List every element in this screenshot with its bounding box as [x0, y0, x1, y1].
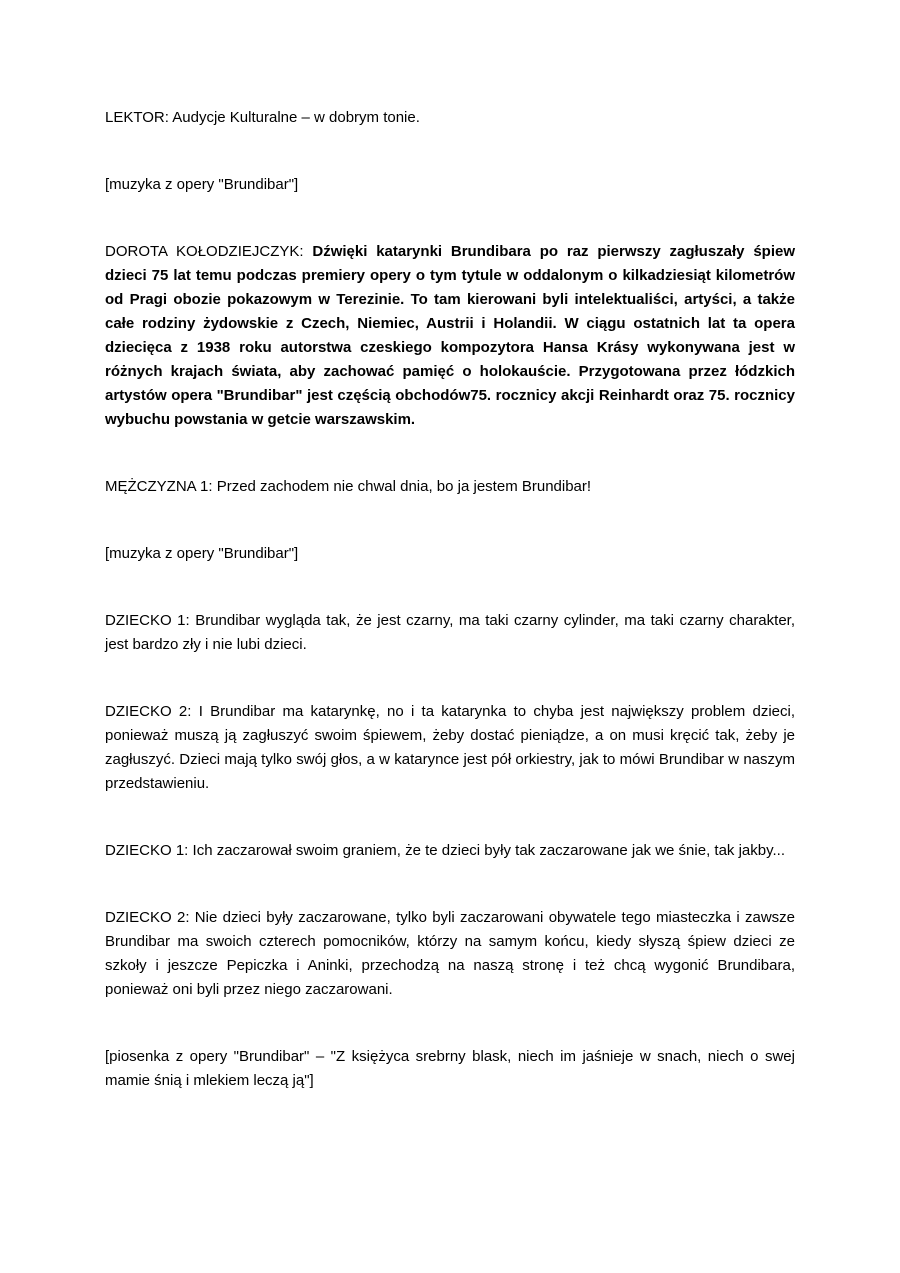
transcript-paragraph-dziecko1	[105, 609, 795, 657]
stage-direction-text: [muzyka z opery "Brundibar"]	[105, 545, 299, 562]
speaker-label: MĘŻCZYZNA 1:	[105, 478, 213, 495]
speaker-label: DZIECKO 1:	[105, 842, 189, 859]
stage-direction-song	[105, 1045, 795, 1093]
stage-direction-music	[105, 542, 795, 566]
transcript-paragraph-dziecko2	[105, 700, 795, 796]
speaker-label: DZIECKO 2:	[105, 703, 192, 720]
dialogue-text: Dźwięki katarynki Brundibara po raz pierwszy zagłuszały śpiew dzieci 75 lat temu podczas premiery opery o tym tytule w oddalonym o kilkadziesiąt kilometrów od Pragi obozie pokazowym w Terezinie. To tam kierowani byli intelektualiści, artyści, a także całe rodziny żydowskie z Czech, Niemiec, Austrii i Holandii. W ciągu ostatnich lat ta opera dziecięca z 1938 roku autorstwa czeskiego kompozytora Hansa Krásy wykonywana jest w różnych krajach świata, aby zachować pamięć o holokauście. Przygotowana przez łódzkich artystów opera "Brundibar" jest częścią obchodów75. rocznicy akcji Reinhardt oraz 75. rocznicy wybuchu powstania w getcie warszawskim.	[105, 243, 796, 428]
dialogue-text: I Brundibar ma katarynkę, no i ta katarynka to chyba jest największy problem dzieci, ponieważ muszą ją zagłuszyć swoim śpiewem, żeby dostać pieniądze, a on musi kręcić tak, żeby je zagłuszyć. Dzieci mają tylko swój głos, a w katarynce jest pół orkiestry, jak to mówi Brundibar w naszym przedstawieniu.	[105, 703, 796, 792]
transcript-paragraph-lektor	[105, 106, 795, 130]
speaker-label: DOROTA KOŁODZIEJCZYK:	[105, 243, 304, 260]
transcript-paragraph-dziecko1	[105, 839, 795, 863]
dialogue-text: Przed zachodem nie chwal dnia, bo ja jestem Brundibar!	[216, 478, 592, 495]
speaker-label: DZIECKO 1:	[105, 612, 190, 629]
speaker-label: LEKTOR:	[105, 109, 169, 126]
dialogue-text: Nie dzieci były zaczarowane, tylko byli zaczarowani obywatele tego miasteczka i zawsze Brundibar ma swoich czterech pomocników, którzy na samym końcu, kiedy słyszą śpiew dzieci ze szkoły i jeszcze Pepiczka i Aninki, przechodzą na naszą stronę i też chcą wygonić Brundibara, ponieważ oni byli przez niego zaczarowani.	[105, 909, 795, 998]
stage-direction-text: [muzyka z opery "Brundibar"]	[105, 176, 299, 193]
stage-direction-text: [piosenka z opery "Brundibar" – "Z księżyca srebrny blask, niech im jaśnieje w snach, niech o swej mamie śnią i mlekiem leczą ją"]	[105, 1048, 795, 1089]
dialogue-text: Audycje Kulturalne – w dobrym tonie.	[172, 109, 420, 126]
dialogue-text: Ich zaczarował swoim graniem, że te dzieci były tak zaczarowane jak we śnie, tak jakby...	[192, 842, 785, 859]
stage-direction-music	[105, 173, 795, 197]
transcript-paragraph-dorota	[105, 240, 795, 432]
transcript-paragraph-dziecko2	[105, 906, 795, 1002]
speaker-label: DZIECKO 2:	[105, 909, 190, 926]
transcript-paragraph-mezczyzna	[105, 475, 795, 499]
dialogue-text: Brundibar wygląda tak, że jest czarny, ma taki czarny cylinder, ma taki czarny charakter, jest bardzo zły i nie lubi dzieci.	[105, 612, 795, 653]
